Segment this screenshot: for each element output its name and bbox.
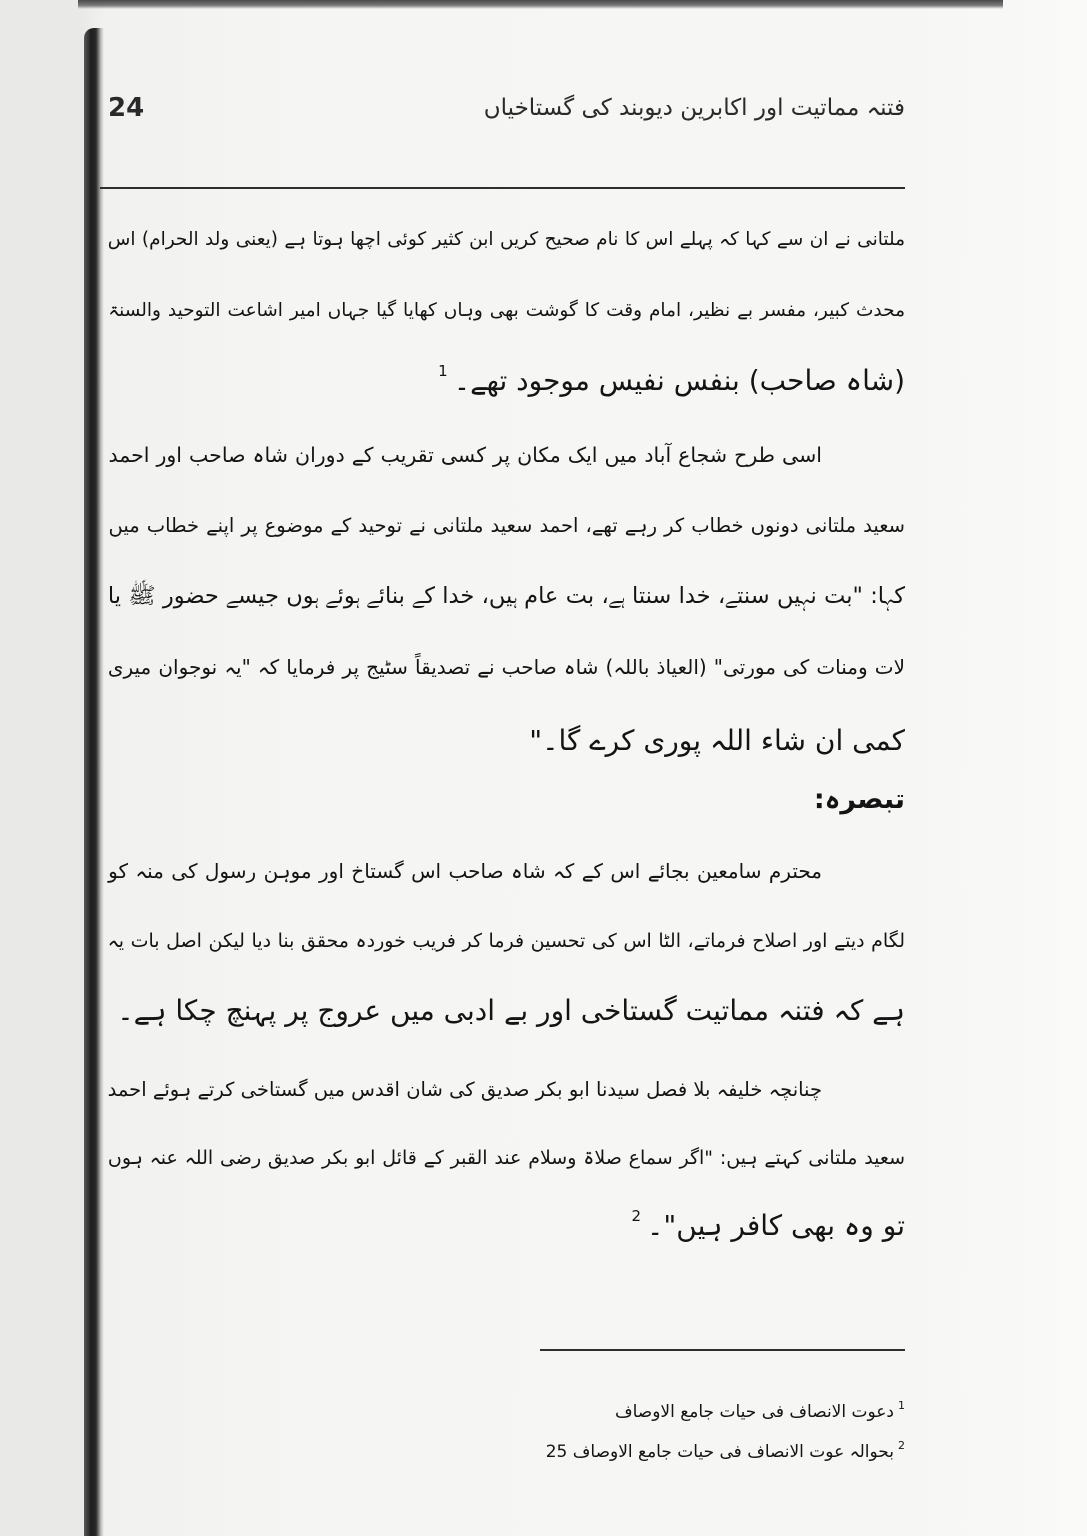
scan-top-edge [78,0,1003,9]
running-header [480,86,905,130]
footnote [480,1431,905,1461]
line-text: لات ومنات کی مورتی" (العیاذ باللہ) شاہ صاحب نے تصدیقاً سٹیج پر فرمایا کہ "یہ نوجوان میری [107,655,905,679]
footnote [480,1391,905,1421]
text-line [108,568,905,624]
text-line [108,713,905,769]
line-text: لگام دیتے اور اصلاح فرماتے، الٹا اس کی تحسین فرما کر فریب خوردہ محقق بنا دیا لیکن اصل بات یہ [107,930,905,952]
footnote-rule [540,1349,905,1351]
line-text: سعید ملتانی دونوں خطاب کر رہے تھے، احمد سعید ملتانی نے توحید کے موضوع پر اپنے خطاب میں [108,514,905,537]
footnote-text: دعوت الانصاف فی حیات جامع الاوصاف [614,1402,894,1422]
running-header-title: فتنہ مماتیت اور اکابرین دیوبند کی گستاخیاں [483,95,905,121]
text-line [108,639,905,695]
text-line [108,1062,822,1118]
text-line [108,913,905,969]
line-text: ہے کہ فتنہ مماتیت گستاخی اور بے ادبی میں عروج پر پہنچ چکا ہے۔ [117,994,905,1027]
line-text: سعید ملتانی کہتے ہیں: "اگر سماع صلاۃ وسلام عند القبر کے قائل ابو بکر صدیق رضی اللہ عنہ ہوں [107,1147,905,1169]
line-text: ملتانی نے ان سے کہا کہ پہلے اس کا نام صحیح کریں ابن کثیر کوئی اچھا ہوتا ہے (یعنی ولد الحرام) اس [107,229,905,250]
line-text: کہا: "بت نہیں سنتے، خدا سنتا ہے، بت عام ہیں، خدا کے بنائے ہوئے ہوں جیسے حضور ﷺ یا [107,583,905,609]
line-text: تو وہ بھی کافر ہیں"۔ [647,1209,905,1242]
text-line [108,353,905,409]
line-text: اسی طرح شجاع آباد میں ایک مکان پر کسی تقریب کے دوران شاہ صاحب اور احمد [108,443,822,467]
footnote-marker: 1 [898,1399,905,1412]
header-rule [100,187,905,189]
section-heading-text: تبصرہ: [813,784,905,815]
text-line [108,212,905,268]
footnote-ref: 1 [438,362,448,380]
text-line [108,1198,905,1254]
text-line [108,498,905,554]
footnote-text: بحوالہ عوت الانصاف فی حیات جامع الاوصاف 25 [545,1442,894,1462]
line-text: (شاہ صاحب) بنفس نفیس موجود تھے۔ [453,364,905,397]
text-line [108,1130,905,1186]
line-text: محدث کبیر، مفسر بے نظیر، امام وقت کا گوشت بھی وہاں کھایا گیا جہاں امیر اشاعت التوحید والسنۃ [108,300,905,321]
footnote-ref: 2 [631,1207,642,1225]
text-line [108,427,822,483]
line-text: چنانچہ خلیفہ بلا فصل سیدنا ابو بکر صدیق کی شان اقدس میں گستاخی کرتے ہوئے احمد [107,1078,822,1101]
text-line [108,283,905,339]
footnote-marker: 2 [898,1439,905,1452]
page-number: 24 [108,93,145,123]
page-binding-shadow [84,28,104,1536]
line-text: محترم سامعین بجائے اس کے کہ شاہ صاحب اس گستاخ اور موہن رسول کی منہ کو [108,859,822,883]
line-text: کمی ان شاء اللہ پوری کرے گا۔" [529,724,905,757]
section-heading [108,772,905,828]
text-line [108,843,822,899]
text-line [108,983,905,1039]
